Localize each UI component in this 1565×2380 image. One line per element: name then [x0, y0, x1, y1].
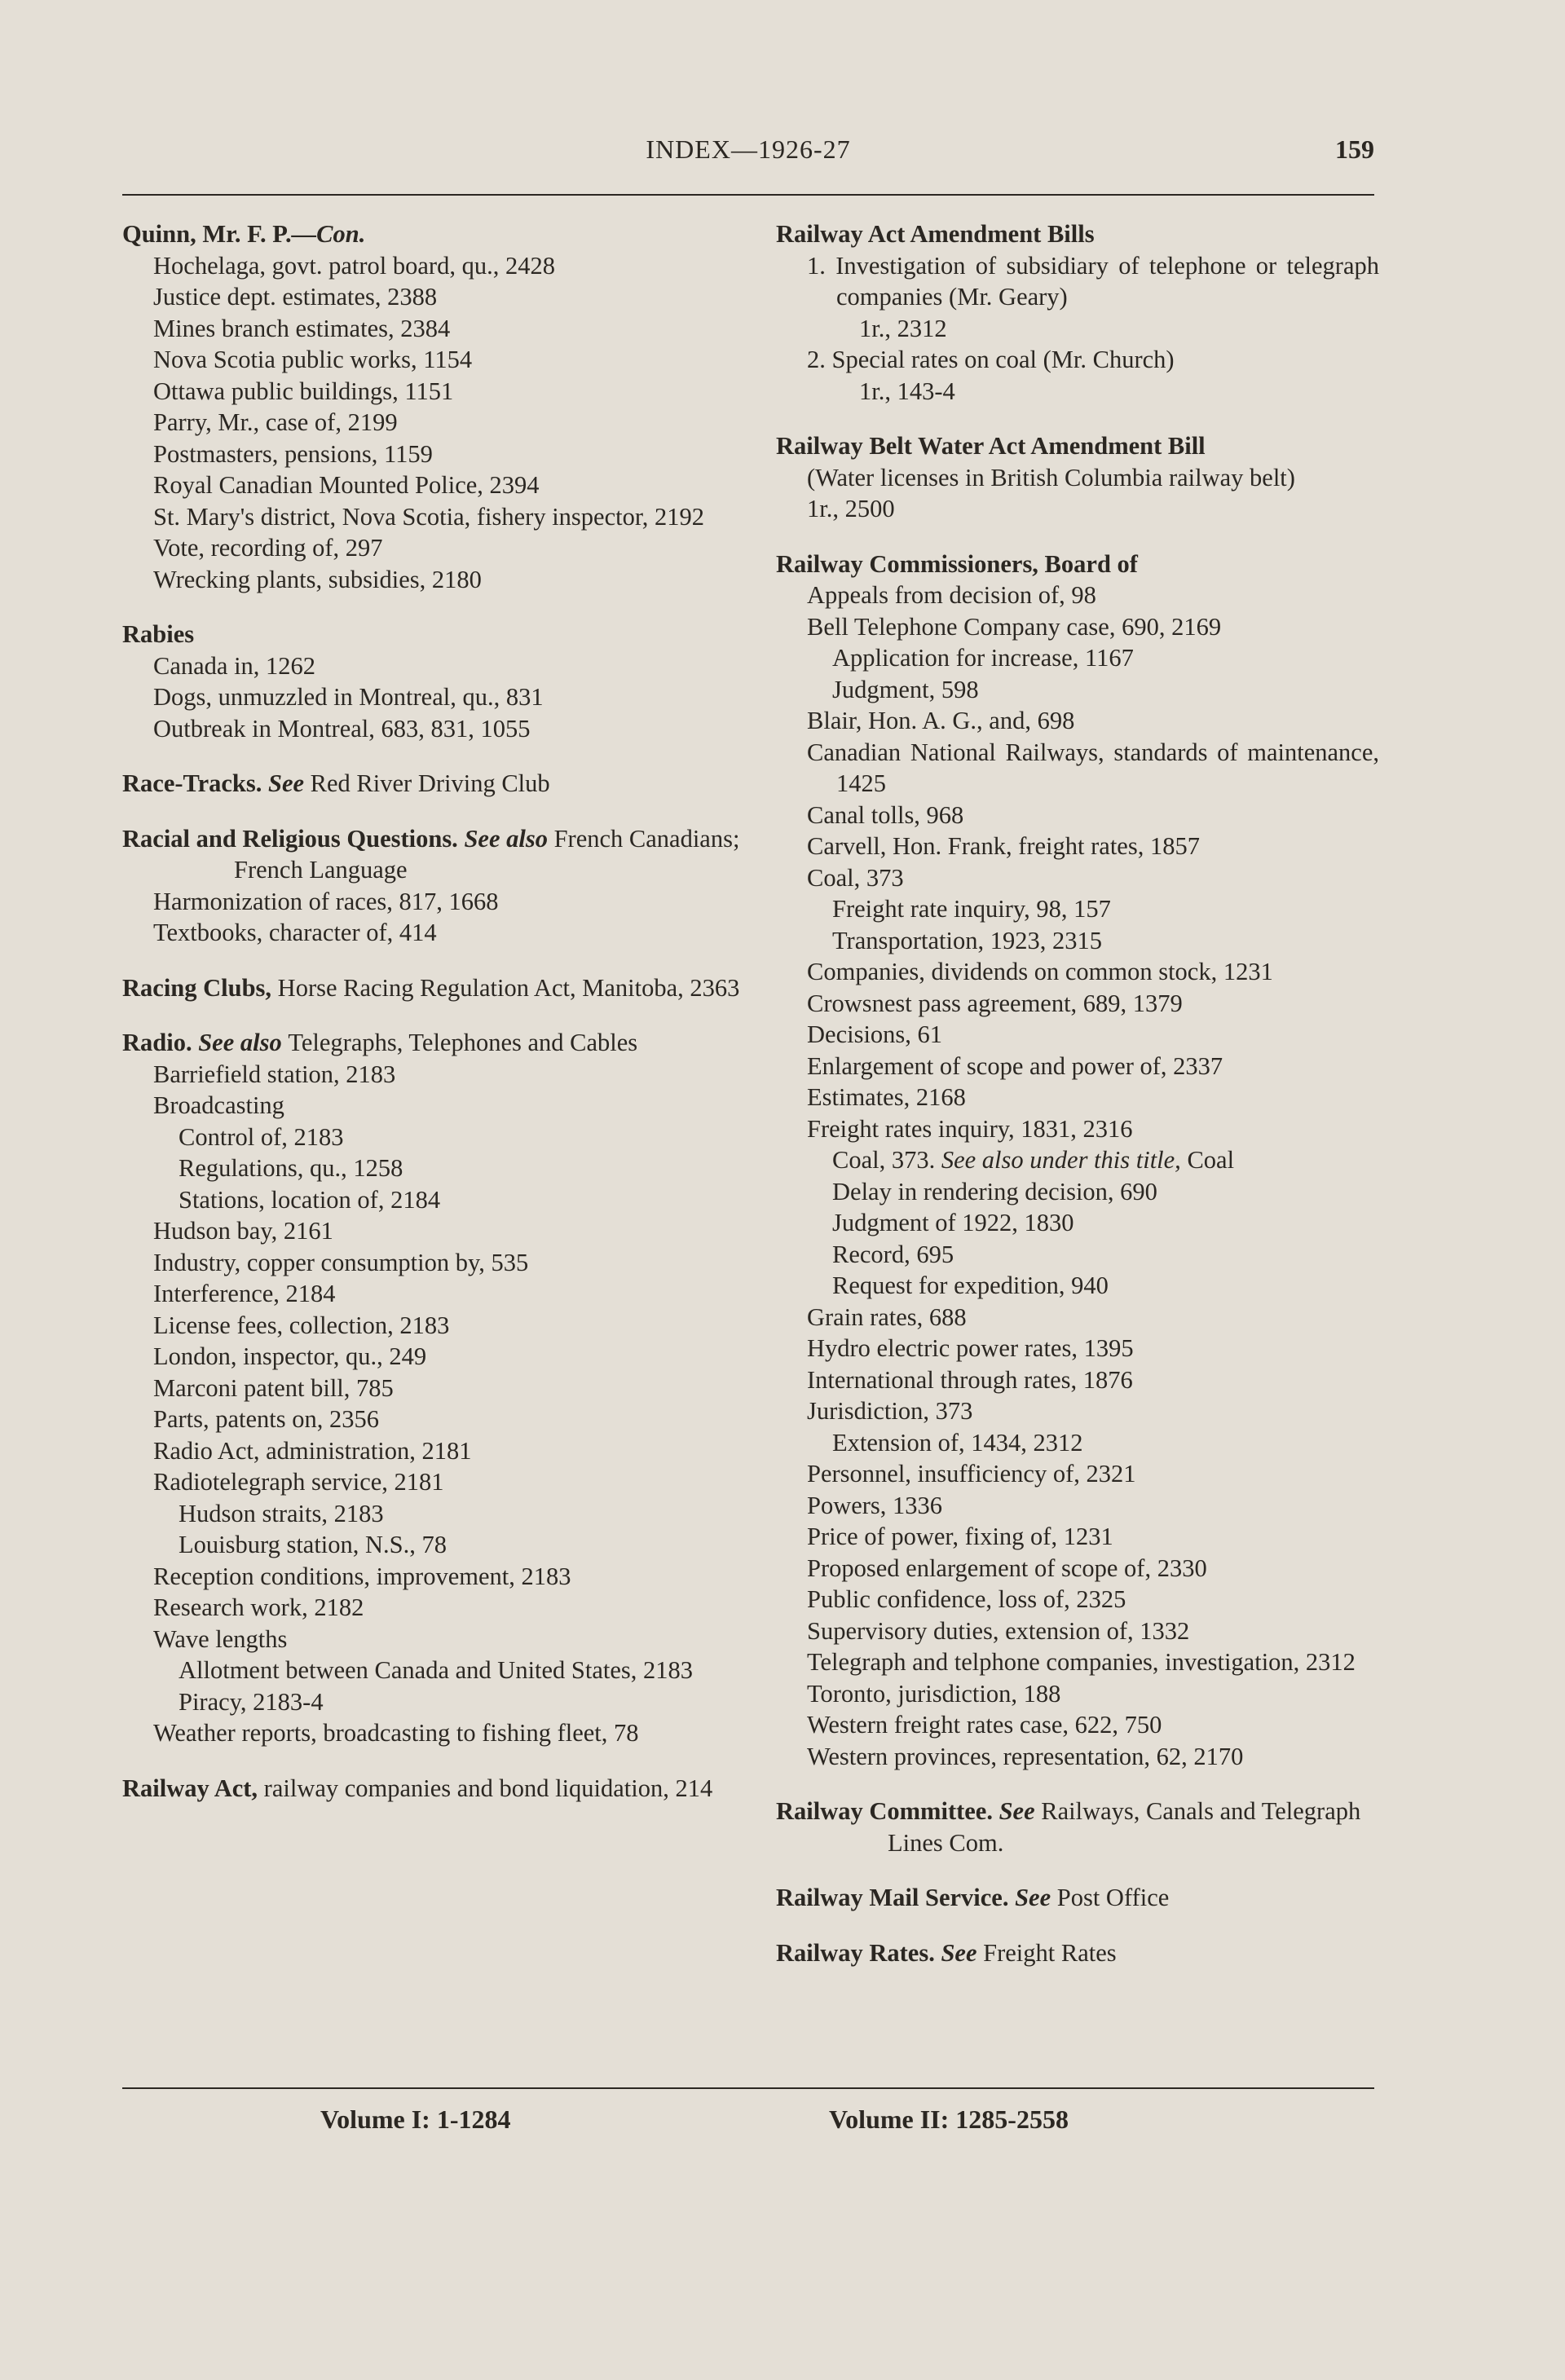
subentry-text: Reception conditions, improvement, 2183: [153, 1562, 571, 1590]
index-entry: [776, 1796, 1379, 1858]
subentry: [122, 1373, 742, 1404]
subentry-reference: Coal: [1187, 1146, 1235, 1174]
subentry: [122, 532, 742, 564]
subentry: [776, 1082, 1379, 1113]
subentry-text: Canal tolls, 968: [807, 800, 964, 829]
heading-reference-text: French Canadians; French Language: [234, 824, 740, 884]
volume-one-range: Volume I: 1-1284: [320, 2105, 511, 2134]
page-header: [122, 134, 1374, 175]
subentry-text: Radiotelegraph service, 2181: [153, 1468, 444, 1496]
subentry-text: Stations, location of, 2184: [179, 1185, 441, 1214]
subentry-text: Wrecking plants, subsidies, 2180: [153, 565, 482, 593]
subentry-text: Western freight rates case, 622, 750: [807, 1711, 1162, 1739]
subentry-text: Freight rates inquiry, 1831, 2316: [807, 1114, 1133, 1143]
subentry: [776, 705, 1379, 737]
subentry: [122, 1592, 742, 1624]
subentry-text: Public confidence, loss of, 2325: [807, 1585, 1126, 1613]
entry-heading: [122, 972, 742, 1004]
subentry-text: Application for increase, 1167: [832, 644, 1134, 672]
subentry-text: Interference, 2184: [153, 1280, 336, 1307]
see-also-reference: See also under this title,: [941, 1146, 1181, 1174]
subentry-text: Ottawa public buildings, 1151: [153, 377, 454, 405]
index-entry: [122, 619, 742, 744]
subentry: [776, 1113, 1379, 1145]
entry-heading: [776, 549, 1379, 580]
subentry-text: License fees, collection, 2183: [153, 1311, 450, 1339]
subentry-text: Postmasters, pensions, 1159: [153, 439, 433, 468]
subentry: [776, 988, 1379, 1020]
subentry-text: Industry, copper consumption by, 535: [153, 1248, 529, 1276]
subentry-text: Appeals from decision of, 98: [807, 581, 1096, 609]
subentry: [122, 376, 742, 408]
entry-heading: [776, 1796, 1379, 1858]
heading-reference-text: Railways, Canals and Telegraph Lines Com.: [888, 1797, 1361, 1857]
subentry: [776, 1490, 1379, 1522]
see-also-reference: See: [268, 769, 305, 797]
subentry: [776, 1741, 1379, 1773]
heading-reference-text: Post Office: [1056, 1884, 1170, 1911]
volume-two-range: Volume II: 1285-2558: [829, 2105, 1069, 2134]
subentry-text: Parts, patents on, 2356: [153, 1405, 380, 1433]
subentry: [122, 1529, 742, 1561]
subentry: [776, 1553, 1379, 1584]
subentry: [122, 1498, 742, 1530]
subentry: [122, 1310, 742, 1342]
subentry-text: Hochelaga, govt. patrol board, qu., 2428: [153, 251, 555, 280]
subentry: [776, 1364, 1379, 1396]
subentry-text: Grain rates, 688: [807, 1302, 967, 1331]
subentry-text: Hudson bay, 2161: [153, 1217, 333, 1245]
subentry-text: Freight rate inquiry, 98, 157: [832, 895, 1111, 923]
subentry: [122, 344, 742, 376]
subentry-text: Research work, 2182: [153, 1593, 364, 1621]
subentry: [776, 642, 1379, 674]
index-entry: [776, 218, 1379, 407]
subentry: [122, 1122, 742, 1153]
subentry: [122, 1153, 742, 1184]
subentry-text: Toronto, jurisdiction, 188: [807, 1679, 1061, 1708]
heading-text: Railway Committee.: [776, 1797, 993, 1825]
subentry-text: St. Mary's district, Nova Scotia, fishery inspector, 2192: [153, 502, 705, 531]
subentry: [776, 1678, 1379, 1710]
subentry-text: Supervisory duties, extension of, 1332: [807, 1616, 1190, 1645]
subentry-text: Extension of, 1434, 2312: [832, 1428, 1083, 1457]
subentry: [776, 1521, 1379, 1553]
heading-reference-text: Red River Driving Club: [310, 769, 550, 797]
subentry-text: Justice dept. estimates, 2388: [153, 283, 438, 311]
subentry: [776, 893, 1379, 925]
footer-rule: [122, 2087, 1374, 2089]
see-also-reference: See: [1015, 1884, 1051, 1911]
subentry-text: Blair, Hon. A. G., and, 698: [807, 707, 1075, 734]
right-column: [776, 218, 1379, 1968]
subentry-text: 2. Special rates on coal (Mr. Church): [807, 346, 1175, 373]
see-also-reference: See also: [198, 1029, 282, 1056]
subentry: [122, 1655, 742, 1686]
subentry-text: Record, 695: [832, 1240, 954, 1268]
subentry-text: (Water licenses in British Columbia railway belt): [807, 463, 1295, 491]
subentry: [776, 1019, 1379, 1051]
heading-text: Rabies: [122, 620, 195, 648]
subentry-text: Delay in rendering decision, 690: [832, 1177, 1157, 1205]
subentry-text: Bell Telephone Company case, 690, 2169: [807, 612, 1222, 641]
subentry-text: Louisburg station, N.S., 78: [179, 1531, 447, 1558]
subentry-text: Parry, Mr., case of, 2199: [153, 408, 398, 436]
subentry-text: Canada in, 1262: [153, 651, 316, 680]
subentry: [776, 344, 1379, 376]
index-entry: [122, 972, 742, 1004]
subentry: [122, 1466, 742, 1498]
subentry-text: 1. Investigation of subsidiary of telephone or telegraph companies (Mr. Geary): [807, 251, 1379, 311]
entry-heading: [122, 823, 742, 886]
subentry-text: Marconi patent bill, 785: [153, 1373, 394, 1402]
index-entry: [122, 768, 742, 800]
subentry-text: Telegraph and telphone companies, investigation, 2312: [807, 1648, 1356, 1676]
subentry: [122, 713, 742, 745]
heading-text: Railway Act,: [122, 1774, 258, 1802]
subentry-text: Estimates, 2168: [807, 1083, 966, 1111]
index-entry: [122, 1027, 742, 1749]
heading-reference-text: Freight Rates: [983, 1938, 1117, 1967]
subentry: [776, 862, 1379, 894]
subentry: [776, 674, 1379, 706]
subentry: [776, 1144, 1379, 1176]
subentry: [122, 1090, 742, 1122]
subentry: [122, 439, 742, 470]
subentry: [122, 1184, 742, 1216]
heading-text: Railway Rates.: [776, 1938, 935, 1967]
subentry-text: Powers, 1336: [807, 1491, 943, 1519]
subentry: [776, 1709, 1379, 1741]
subentry-text: Weather reports, broadcasting to fishing fleet, 78: [153, 1719, 639, 1747]
subentry: [122, 1717, 742, 1749]
subentry: [122, 1278, 742, 1310]
entry-heading: [122, 1027, 742, 1059]
subentry: [122, 1624, 742, 1655]
heading-reference-text: railway companies and bond liquidation, 214: [263, 1774, 713, 1802]
index-entry: [776, 549, 1379, 1773]
subentry: [776, 1615, 1379, 1647]
entry-heading: [776, 1937, 1379, 1969]
entry-heading: [122, 619, 742, 650]
subentry: [776, 925, 1379, 957]
see-also-reference: See also: [464, 824, 548, 853]
subentry-text: International through rates, 1876: [807, 1365, 1133, 1394]
heading-continued: —Con.: [291, 220, 366, 248]
subentry-text: Regulations, qu., 1258: [179, 1154, 403, 1182]
index-entry: [776, 1937, 1379, 1969]
subentry: [122, 1215, 742, 1247]
subentry: [776, 1584, 1379, 1615]
subentry-text: Canadian National Railways, standards of maintenance, 1425: [807, 738, 1379, 797]
see-also-reference: See: [999, 1797, 1035, 1825]
subentry-text: Barriefield station, 2183: [153, 1060, 396, 1088]
subentry-text: London, inspector, qu., 249: [153, 1342, 427, 1370]
subentry-text: 1r., 2500: [807, 495, 895, 522]
subentry-text: Control of, 2183: [179, 1122, 344, 1151]
subentry: [776, 376, 1379, 408]
subentry-text: Royal Canadian Mounted Police, 2394: [153, 471, 540, 499]
subentry-text: Coal, 373.: [832, 1146, 936, 1174]
entry-heading: [122, 768, 742, 800]
entry-heading: [122, 1773, 742, 1805]
subentry: [122, 1404, 742, 1435]
header-rule: [122, 194, 1374, 196]
subentry: [776, 462, 1379, 494]
subentry: [776, 1270, 1379, 1302]
heading-text: Race-Tracks.: [122, 769, 262, 797]
index-entry: [122, 218, 742, 595]
subentry-text: Enlargement of scope and power of, 2337: [807, 1051, 1223, 1080]
entry-heading: [776, 430, 1379, 462]
subentry-text: Harmonization of races, 817, 1668: [153, 887, 499, 915]
heading-text: Railway Commissioners, Board of: [776, 549, 1138, 578]
subentry: [776, 313, 1379, 345]
subentry: [776, 1427, 1379, 1459]
subentry: [776, 580, 1379, 611]
entry-heading: [776, 218, 1379, 250]
subentry-text: Hudson straits, 2183: [179, 1499, 384, 1527]
subentry-text: 1r., 2312: [859, 314, 947, 342]
page-number: 159: [1335, 134, 1374, 164]
subentry-text: Dogs, unmuzzled in Montreal, qu., 831: [153, 683, 544, 711]
subentry: [122, 564, 742, 596]
subentry: [776, 1051, 1379, 1082]
subentry: [776, 493, 1379, 525]
subentry-text: Wave lengths: [153, 1624, 288, 1653]
subentry-text: Judgment of 1922, 1830: [832, 1209, 1074, 1236]
heading-text: Quinn, Mr. F. P.: [122, 220, 292, 248]
subentry-text: Hydro electric power rates, 1395: [807, 1334, 1134, 1362]
subentry-text: Western provinces, representation, 62, 2170: [807, 1742, 1244, 1770]
subentry-text: Request for expedition, 940: [832, 1272, 1109, 1299]
entry-heading: [122, 218, 742, 250]
subentry: [122, 1341, 742, 1373]
subentry: [122, 886, 742, 918]
subentry-text: Piracy, 2183-4: [179, 1687, 324, 1716]
subentry: [776, 737, 1379, 800]
subentry-text: Decisions, 61: [807, 1020, 943, 1048]
subentry-text: Price of power, fixing of, 1231: [807, 1523, 1113, 1550]
subentry: [776, 1207, 1379, 1239]
subentry: [776, 1176, 1379, 1208]
subentry-text: Crowsnest pass agreement, 689, 1379: [807, 989, 1183, 1017]
subentry: [122, 501, 742, 533]
subentry: [776, 250, 1379, 313]
heading-text: Railway Act Amendment Bills: [776, 220, 1095, 248]
index-entry: [776, 1882, 1379, 1914]
subentry: [122, 1561, 742, 1593]
subentry: [776, 1646, 1379, 1678]
subentry: [776, 1395, 1379, 1427]
subentry-text: Carvell, Hon. Frank, freight rates, 1857: [807, 832, 1200, 860]
heading-text: Racing Clubs,: [122, 973, 272, 1002]
index-entry: [122, 823, 742, 949]
subentry: [776, 1302, 1379, 1333]
subentry-text: Companies, dividends on common stock, 1231: [807, 958, 1273, 985]
subentry-text: Judgment, 598: [832, 675, 979, 703]
subentry: [122, 250, 742, 282]
subentry-text: Broadcasting: [153, 1091, 284, 1119]
entry-heading: [776, 1882, 1379, 1914]
running-title: INDEX—1926-27: [646, 134, 851, 164]
heading-text: Railway Belt Water Act Amendment Bill: [776, 432, 1206, 460]
subentry-text: Allotment between Canada and United States, 2183: [179, 1656, 694, 1684]
subentry: [122, 1247, 742, 1279]
subentry: [776, 1333, 1379, 1364]
subentry: [776, 611, 1379, 643]
heading-text: Railway Mail Service.: [776, 1884, 1009, 1911]
index-entry: [122, 1773, 742, 1805]
subentry: [122, 1059, 742, 1091]
heading-text: Radio.: [122, 1029, 192, 1056]
subentry: [776, 800, 1379, 831]
subentry: [776, 1239, 1379, 1271]
subentry-text: 1r., 143-4: [859, 377, 955, 405]
subentry: [122, 681, 742, 713]
subentry: [122, 407, 742, 439]
subentry-text: Outbreak in Montreal, 683, 831, 1055: [153, 714, 531, 743]
subentry: [776, 831, 1379, 862]
subentry: [122, 1686, 742, 1718]
subentry-text: Nova Scotia public works, 1154: [153, 346, 473, 373]
subentry-text: Radio Act, administration, 2181: [153, 1436, 472, 1465]
see-also-reference: See: [941, 1938, 977, 1967]
heading-text: Racial and Religious Questions.: [122, 824, 458, 853]
subentry-text: Textbooks, character of, 414: [153, 919, 437, 946]
subentry: [122, 313, 742, 345]
subentry-text: Transportation, 1923, 2315: [832, 926, 1102, 954]
subentry: [776, 956, 1379, 988]
subentry-text: Vote, recording of, 297: [153, 534, 383, 562]
subentry-text: Jurisdiction, 373: [807, 1397, 973, 1425]
heading-reference-text: Telegraphs, Telephones and Cables: [288, 1029, 638, 1056]
subentry: [122, 469, 742, 501]
left-column: [122, 218, 742, 1804]
subentry: [122, 281, 742, 313]
subentry-text: Proposed enlargement of scope of, 2330: [807, 1554, 1207, 1582]
index-entry: [776, 430, 1379, 525]
subentry: [122, 1435, 742, 1467]
subentry: [776, 1458, 1379, 1490]
subentry-text: Mines branch estimates, 2384: [153, 314, 451, 342]
heading-reference-text: Horse Racing Regulation Act, Manitoba, 2363: [277, 973, 740, 1002]
subentry: [122, 650, 742, 682]
subentry-text: Personnel, insufficiency of, 2321: [807, 1460, 1136, 1488]
subentry-text: Coal, 373: [807, 863, 904, 892]
subentry: [122, 917, 742, 949]
